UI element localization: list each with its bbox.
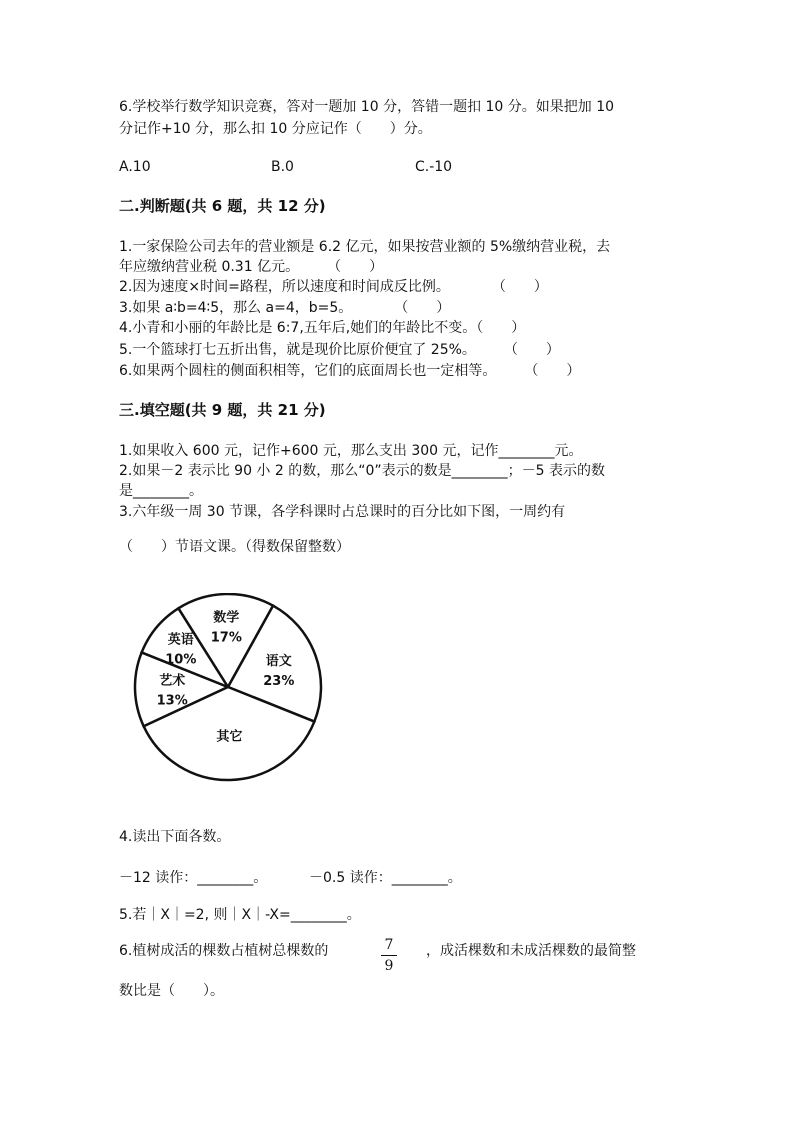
fill-question-1: 1.如果收入 600 元，记作+600 元，那么支出 300 元，记作________元。 bbox=[119, 443, 583, 459]
fill-question-5: 5.若｜X｜=2, 则｜X｜-X=________。 bbox=[119, 907, 361, 923]
pie-label-percent: 23% bbox=[263, 673, 295, 689]
fill-question-6-suffix: ，成活棵数和未成活棵数的最简整 bbox=[426, 943, 636, 959]
pie-label-percent: 10% bbox=[165, 652, 197, 668]
fill-question-3-line-2: （ ）节语文课。（得数保留整数） bbox=[119, 539, 350, 555]
fraction-numerator: 7 bbox=[384, 937, 394, 953]
judgement-item: 6.如果两个圆柱的侧面积相等，它们的底面周长也一定相等。 （ ） bbox=[119, 363, 581, 379]
pie-label-name: 语文 bbox=[265, 653, 292, 669]
section-heading-fill-blank: 三.填空题(共 9 题，共 21 分) bbox=[119, 401, 326, 419]
option-c: C.-10 bbox=[415, 159, 453, 175]
judgement-item: 4.小青和小丽的年龄比是 6:7,五年后,她们的年龄比不变。（ ） bbox=[119, 320, 526, 336]
fill-question-4-b: －0.5 读作：________。 bbox=[309, 870, 462, 886]
fraction-bar bbox=[381, 955, 397, 956]
pie-label-name: 数学 bbox=[213, 610, 240, 626]
judgement-item: 2.因为速度×时间=路程，所以速度和时间成反比例。 （ ） bbox=[119, 279, 548, 295]
pie-label-name: 其它 bbox=[216, 729, 243, 745]
subject-pie-chart bbox=[128, 593, 328, 785]
judgement-item: 1.一家保险公司去年的营业额是 6.2 亿元，如果按营业额的 5%缴纳营业税，去 bbox=[119, 239, 611, 255]
pie-label-percent: 13% bbox=[156, 693, 188, 709]
fill-question-4: 4.读出下面各数。 bbox=[119, 829, 231, 845]
pie-label-name: 英语 bbox=[167, 632, 194, 648]
fraction-denominator: 9 bbox=[384, 958, 394, 974]
fraction-seven-ninths bbox=[381, 937, 397, 974]
section-heading-judgement: 二.判断题(共 6 题，共 12 分) bbox=[119, 197, 326, 215]
fill-question-2-line-2: 是________。 bbox=[119, 483, 203, 499]
fill-question-6-prefix: 6.植树成活的棵数占植树总棵数的 bbox=[119, 943, 329, 959]
judgement-item: 5.一个篮球打七五折出售，就是现价比原价便宜了 25%。 （ ） bbox=[119, 342, 560, 358]
fill-question-4-a: －12 读作：________。 bbox=[119, 870, 268, 886]
pie-label-name: 艺术 bbox=[159, 673, 186, 689]
option-a: A.10 bbox=[119, 159, 151, 175]
judgement-item: 年应缴纳营业税 0.31 亿元。 （ ） bbox=[119, 259, 384, 275]
question-6-line-2: 分记作+10 分，那么扣 10 分应记作（ ）分。 bbox=[119, 121, 432, 137]
fill-question-3-line-1: 3.六年级一周 30 节课，各学科课时占总课时的百分比如下图，一周约有 bbox=[119, 504, 566, 520]
option-b: B.0 bbox=[271, 159, 294, 175]
judgement-item: 3.如果 a∶b=4∶5，那么 a=4，b=5。 （ ） bbox=[119, 300, 451, 316]
fill-question-2-line-1: 2.如果－2 表示比 90 小 2 的数，那么“0”表示的数是________；－5 表示的数 bbox=[119, 463, 606, 479]
pie-label-percent: 17% bbox=[210, 630, 242, 646]
question-6-line-1: 6.学校举行数学知识竞赛，答对一题加 10 分，答错一题扣 10 分。如果把加 10 bbox=[119, 99, 615, 115]
fill-question-6-line-2: 数比是（ ）。 bbox=[119, 983, 224, 999]
